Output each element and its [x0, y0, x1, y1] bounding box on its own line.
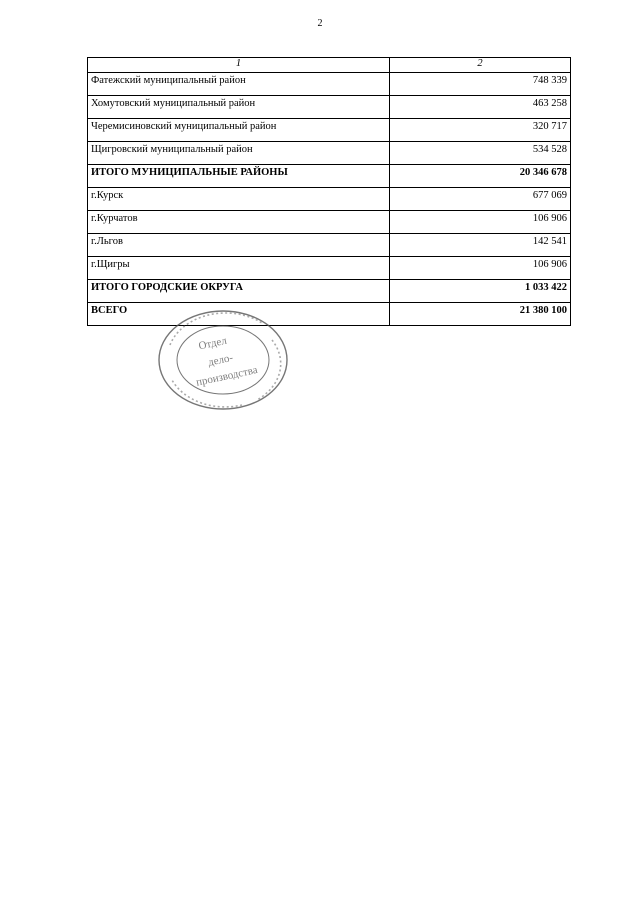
row-value: 748 339: [390, 73, 571, 96]
row-value: 534 528: [390, 142, 571, 165]
row-name: ВСЕГО: [88, 303, 390, 326]
row-name: Щигровский муниципальный район: [88, 142, 390, 165]
table-row: [88, 234, 571, 257]
table-header-row: [88, 58, 571, 73]
row-value: 20 346 678: [390, 165, 571, 188]
page-number: 2: [317, 18, 323, 29]
subtotal-row-districts: [88, 165, 571, 188]
row-name: ИТОГО МУНИЦИПАЛЬНЫЕ РАЙОНЫ: [88, 165, 390, 188]
row-value: 463 258: [390, 96, 571, 119]
row-value: 106 906: [390, 257, 571, 280]
svg-text:Отдел: Отдел: [197, 334, 228, 353]
table-row: [88, 257, 571, 280]
row-name: г.Льгов: [88, 234, 390, 257]
row-name: ИТОГО ГОРОДСКИЕ ОКРУГА: [88, 280, 390, 303]
row-value: 21 380 100: [390, 303, 571, 326]
row-name: г.Курчатов: [88, 211, 390, 234]
row-name: г.Щигры: [88, 257, 390, 280]
column-header-1: 1: [88, 58, 390, 73]
row-value: 320 717: [390, 119, 571, 142]
table-row: [88, 142, 571, 165]
row-name: г.Курск: [88, 188, 390, 211]
row-name: Фатежский муниципальный район: [88, 73, 390, 96]
allocation-table: [87, 57, 571, 326]
table-row: [88, 211, 571, 234]
row-value: 142 541: [390, 234, 571, 257]
svg-text:дело-: дело-: [207, 351, 235, 369]
row-name: Черемисиновский муниципальный район: [88, 119, 390, 142]
table-row: [88, 73, 571, 96]
table-row: [88, 96, 571, 119]
row-value: 106 906: [390, 211, 571, 234]
subtotal-row-cities: [88, 280, 571, 303]
table-row: [88, 188, 571, 211]
row-name: Хомутовский муниципальный район: [88, 96, 390, 119]
table-row: [88, 119, 571, 142]
column-header-2: 2: [390, 58, 571, 73]
official-stamp-icon: [152, 305, 294, 415]
row-value: 677 069: [390, 188, 571, 211]
svg-text:производства: производства: [194, 363, 259, 389]
row-value: 1 033 422: [390, 280, 571, 303]
